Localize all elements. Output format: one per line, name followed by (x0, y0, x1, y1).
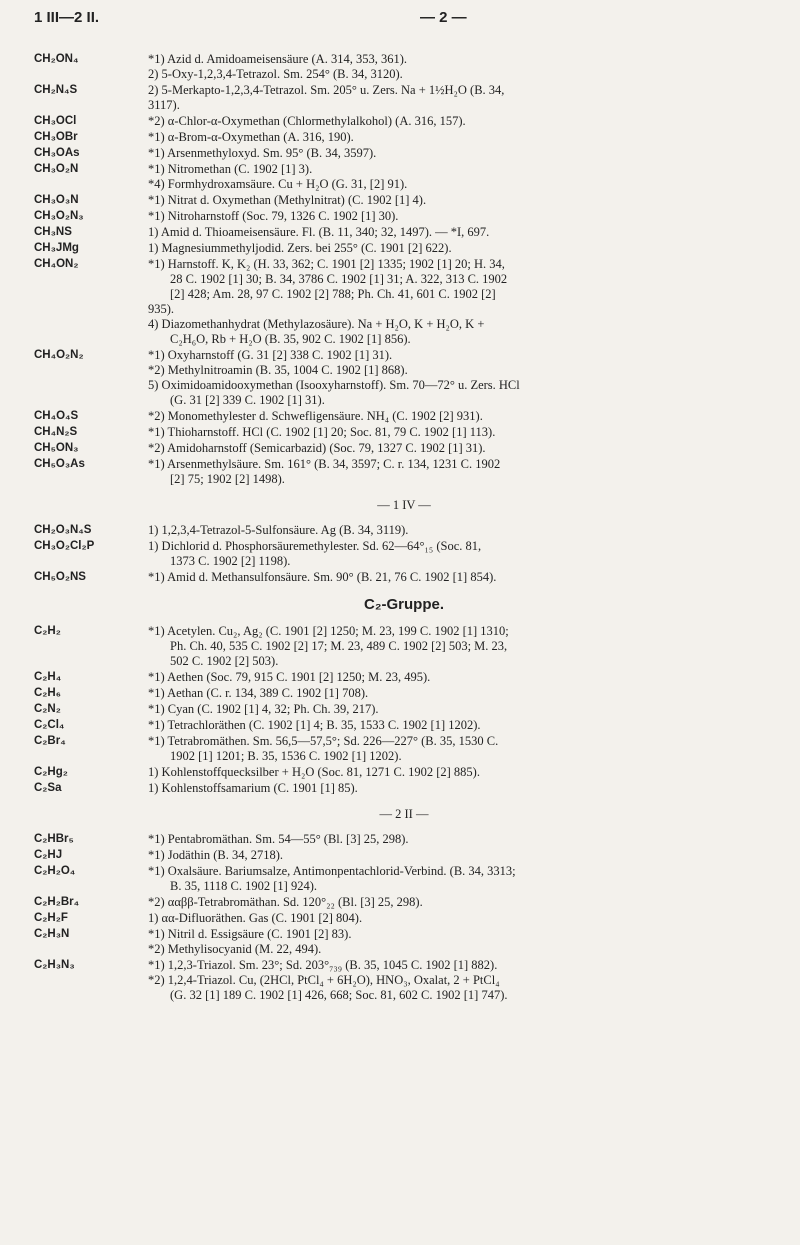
section-separator-1: — 1 IV — (377, 498, 431, 512)
entry-formula: C₂N₂ (34, 703, 61, 715)
index-entry (34, 225, 774, 240)
entry-formula: C₂H₄ (34, 671, 62, 683)
entry-lines (148, 52, 774, 82)
index-entry (34, 670, 774, 685)
index-entry (34, 686, 774, 701)
entry-formula: C₂H₂ (34, 625, 61, 637)
entry-formula: C₂H₂F (34, 912, 68, 924)
entry-line: 1) Kohlenstoffsamarium (C. 1901 [1] 85). (148, 781, 358, 795)
entry-formula: CH₄ON₂ (34, 258, 79, 270)
entry-formula: CH₃JMg (34, 242, 79, 254)
entry-formula: CH₃OCl (34, 115, 77, 127)
index-entry (34, 162, 774, 192)
entry-lines (148, 241, 774, 256)
entries-section-4 (34, 832, 774, 1003)
entry-line: *2) Methylnitroamin (B. 35, 1004 C. 1902 [1] 868). (148, 363, 408, 377)
index-entry (34, 457, 774, 487)
entry-lines (148, 457, 774, 487)
entry-lines (148, 927, 774, 957)
entry-formula: C₂HBr₅ (34, 833, 74, 845)
entry-formula: CH₄N₂S (34, 426, 78, 438)
entry-line: 1) Dichlorid d. Phosphorsäuremethylester. Sd. 62—64°₁₅ (Soc. 81, (148, 539, 482, 553)
entry-line: 3117). (148, 98, 180, 112)
entry-formula: C₂H₃N (34, 928, 70, 940)
entry-lines (148, 409, 774, 424)
entry-lines (148, 225, 774, 240)
entry-formula: CH₃O₂Cl₂P (34, 540, 95, 552)
page-header (34, 10, 764, 32)
entry-lines (148, 895, 774, 910)
page-section-label: 1 III—2 II. (34, 9, 100, 26)
entry-lines (148, 257, 774, 347)
entry-formula: CH₂O₃N₄S (34, 524, 92, 536)
entry-lines (148, 130, 774, 145)
entry-formula: C₂H₂O₄ (34, 865, 76, 877)
entry-line: 2) 5-Oxy-1,2,3,4-Tetrazol. Sm. 254° (B. 34, 3120). (148, 67, 403, 81)
entry-formula: CH₅O₂NS (34, 571, 86, 583)
entry-line: *1) Aethan (C. r. 134, 389 C. 1902 [1] 708). (148, 686, 369, 700)
entry-line: 2) 5-Merkapto-1,2,3,4-Tetrazol. Sm. 205° u. Zers. Na + 1½H₂O (B. 34, (148, 83, 505, 97)
index-entry (34, 911, 774, 926)
entry-lines (148, 686, 774, 701)
entry-formula: CH₃OAs (34, 147, 80, 159)
entry-formula: CH₃OBr (34, 131, 78, 143)
entry-lines (148, 193, 774, 208)
entry-line: [2] 75; 1902 [2] 1498). (170, 472, 285, 486)
entry-line: *1) Azid d. Amidoameisensäure (A. 314, 353, 361). (148, 52, 407, 66)
entry-lines (148, 162, 774, 192)
entry-line: 935). (148, 302, 175, 316)
entry-line: Ph. Ch. 40, 535 C. 1902 [2] 17; M. 23, 489 C. 1902 [2] 503; M. 23, (170, 639, 508, 653)
entry-formula: C₂Cl₄ (34, 719, 65, 731)
entries-section-1 (34, 52, 774, 487)
index-entry (34, 209, 774, 224)
entries-section-2 (34, 523, 774, 585)
index-entry (34, 832, 774, 847)
entry-line: 1373 C. 1902 [2] 1198). (170, 554, 291, 568)
index-entry (34, 570, 774, 585)
entry-line: *1) Tetrachloräthen (C. 1902 [1] 4; B. 35, 1533 C. 1902 [1] 1202). (148, 718, 481, 732)
entry-lines (148, 114, 774, 129)
entry-lines (148, 425, 774, 440)
entry-lines (148, 348, 774, 408)
index-entry (34, 193, 774, 208)
entries-section-3 (34, 624, 774, 796)
entry-line: *2) 1,2,4-Triazol. Cu, (2HCl, PtCl₄ + 6H₂O), HNO₃, Oxalat, 2 + PtCl₄ (148, 973, 500, 987)
index-entry (34, 864, 774, 894)
index-entry (34, 927, 774, 957)
group-title: C₂-Gruppe. (364, 596, 444, 613)
page-content (34, 52, 774, 1004)
index-entry (34, 523, 774, 538)
entry-lines (148, 911, 774, 926)
index-entry (34, 718, 774, 733)
entry-line: *1) Nitril d. Essigsäure (C. 1901 [2] 83). (148, 927, 352, 941)
entry-lines (148, 441, 774, 456)
entry-line: *1) Amid d. Methansulfonsäure. Sm. 90° (B. 21, 76 C. 1902 [1] 854). (148, 570, 497, 584)
index-entry (34, 895, 774, 910)
index-entry (34, 52, 774, 82)
entry-lines (148, 848, 774, 863)
entry-line: *1) Nitroharnstoff (Soc. 79, 1326 C. 1902 [1] 30). (148, 209, 399, 223)
index-entry (34, 624, 774, 669)
index-entry (34, 114, 774, 129)
entry-formula: CH₃NS (34, 226, 72, 238)
index-entry (34, 241, 774, 256)
entry-line: *4) Formhydroxamsäure. Cu + H₂O (G. 31, [2] 91). (148, 177, 408, 191)
entry-line: *1) Pentabromäthan. Sm. 54—55° (Bl. [3] 25, 298). (148, 832, 409, 846)
entry-line: 1902 [1] 1201; B. 35, 1536 C. 1902 [1] 1202). (170, 749, 402, 763)
entry-lines (148, 523, 774, 538)
entry-line: *1) Jodäthin (B. 34, 2718). (148, 848, 284, 862)
entry-formula: CH₅O₃As (34, 458, 85, 470)
entry-lines (148, 670, 774, 685)
entry-lines (148, 781, 774, 796)
entry-line: *2) Monomethylester d. Schwefligensäure. NH₄ (C. 1902 [2] 931). (148, 409, 483, 423)
entry-line: *2) ααββ-Tetrabromäthan. Sd. 120°₂₂ (Bl. [3] 25, 298). (148, 895, 423, 909)
entry-line: *1) α-Brom-α-Oxymethan (A. 316, 190). (148, 130, 354, 144)
entry-line: *2) Methylisocyanid (M. 22, 494). (148, 942, 322, 956)
entry-line: *1) Harnstoff. K, K₂ (H. 33, 362; C. 1901 [2] 1335; 1902 [1] 20; H. 34, (148, 257, 505, 271)
entry-line: *1) Oxalsäure. Bariumsalze, Antimonpentachlorid-Verbind. (B. 34, 3313; (148, 864, 516, 878)
index-entry (34, 734, 774, 764)
index-entry (34, 83, 774, 113)
entry-line: 1) Kohlenstoffquecksilber + H₂O (Soc. 81, 1271 C. 1902 [2] 885). (148, 765, 480, 779)
entry-lines (148, 146, 774, 161)
entry-line: 28 C. 1902 [1] 30; B. 34, 3786 C. 1902 [1] 31; A. 322, 313 C. 1902 (170, 272, 508, 286)
entry-line: 5) Oximidoamidooxymethan (Isooxyharnstoff). Sm. 70—72° u. Zers. HCl (148, 378, 520, 392)
entry-line: (G. 32 [1] 189 C. 1902 [1] 426, 668; Soc. 81, 602 C. 1902 [1] 747). (170, 988, 508, 1002)
entry-formula: C₂Sa (34, 782, 62, 794)
index-entry (34, 409, 774, 424)
index-entry (34, 425, 774, 440)
entry-line: *1) Cyan (C. 1902 [1] 4, 32; Ph. Ch. 39, 217). (148, 702, 379, 716)
entry-formula: CH₃O₃N (34, 194, 79, 206)
entry-line: [2] 428; Am. 28, 97 C. 1902 [2] 788; Ph. Ch. 41, 601 C. 1902 [2] (170, 287, 496, 301)
entry-lines (148, 864, 774, 894)
index-entry (34, 146, 774, 161)
index-entry (34, 848, 774, 863)
entry-formula: CH₂ON₄ (34, 53, 79, 65)
entry-formula: C₂Br₄ (34, 735, 66, 747)
entry-line: *1) Nitrat d. Oxymethan (Methylnitrat) (C. 1902 [1] 4). (148, 193, 427, 207)
entry-lines (148, 958, 774, 1003)
entry-line: *1) Nitromethan (C. 1902 [1] 3). (148, 162, 313, 176)
entry-line: 1) Magnesiummethyljodid. Zers. bei 255° (C. 1901 [2] 622). (148, 241, 452, 255)
entry-line: *1) Arsenmethylsäure. Sm. 161° (B. 34, 3597; C. r. 134, 1231 C. 1902 (148, 457, 501, 471)
entry-line: *1) Acetylen. Cu₂, Ag₂ (C. 1901 [2] 1250; M. 23, 199 C. 1902 [1] 1310; (148, 624, 509, 638)
entry-line: *2) α-Chlor-α-Oxymethan (Chlormethylalkohol) (A. 316, 157). (148, 114, 466, 128)
entry-lines (148, 832, 774, 847)
entry-formula: CH₄O₄S (34, 410, 79, 422)
index-entry (34, 765, 774, 780)
entry-line: *1) 1,2,3-Triazol. Sm. 23°; Sd. 203°₇₃₉ (B. 35, 1045 C. 1902 [1] 882). (148, 958, 498, 972)
entry-formula: C₂H₂Br₄ (34, 896, 80, 908)
entry-lines (148, 734, 774, 764)
section-separator-2: — 2 II — (379, 807, 429, 821)
entry-line: 1) Amid d. Thioameisensäure. Fl. (B. 11, 340; 32, 1497). — *I, 697. (148, 225, 490, 239)
entry-lines (148, 765, 774, 780)
index-entry (34, 441, 774, 456)
index-entry (34, 130, 774, 145)
entry-formula: CH₂N₄S (34, 84, 78, 96)
entry-line: *1) Oxyharnstoff (G. 31 [2] 338 C. 1902 [1] 31). (148, 348, 393, 362)
entry-lines (148, 83, 774, 113)
entry-lines (148, 539, 774, 569)
entry-line: *1) Aethen (Soc. 79, 915 C. 1901 [2] 1250; M. 23, 495). (148, 670, 431, 684)
index-entry (34, 348, 774, 408)
entry-formula: C₂H₃N₃ (34, 959, 75, 971)
entry-line: B. 35, 1118 C. 1902 [1] 924). (170, 879, 317, 893)
index-entry (34, 958, 774, 1003)
entry-line: 502 C. 1902 [2] 503). (170, 654, 279, 668)
entry-formula: CH₄O₂N₂ (34, 349, 84, 361)
entry-lines (148, 702, 774, 717)
entry-line: *1) Arsenmethyloxyd. Sm. 95° (B. 34, 3597). (148, 146, 377, 160)
entry-line: 1) αα-Difluoräthen. Gas (C. 1901 [2] 804). (148, 911, 363, 925)
entry-lines (148, 718, 774, 733)
entry-lines (148, 209, 774, 224)
entry-line: *1) Thioharnstoff. HCl (C. 1902 [1] 20; Soc. 81, 79 C. 1902 [1] 113). (148, 425, 496, 439)
index-entry (34, 702, 774, 717)
entry-lines (148, 570, 774, 585)
entry-formula: CH₃O₂N₃ (34, 210, 84, 222)
entry-formula: C₂Hg₂ (34, 766, 68, 778)
entry-formula: C₂HJ (34, 849, 63, 861)
entry-line: (G. 31 [2] 339 C. 1902 [1] 31). (170, 393, 325, 407)
entry-formula: CH₅ON₃ (34, 442, 79, 454)
index-entry (34, 539, 774, 569)
entry-formula: C₂H₆ (34, 687, 61, 699)
entry-line: *2) Amidoharnstoff (Semicarbazid) (Soc. 79, 1327 C. 1902 [1] 31). (148, 441, 486, 455)
page-number: — 2 — (420, 9, 467, 26)
entry-line: C₂H₆O, Rb + H₂O (B. 35, 902 C. 1902 [1] 856). (170, 332, 411, 346)
index-entry (34, 257, 774, 347)
entry-line: 4) Diazomethanhydrat (Methylazosäure). Na + H₂O, K + H₂O, K + (148, 317, 485, 331)
entry-lines (148, 624, 774, 669)
entry-line: *1) Tetrabromäthen. Sm. 56,5—57,5°; Sd. 226—227° (B. 35, 1530 C. (148, 734, 499, 748)
entry-formula: CH₃O₂N (34, 163, 79, 175)
entry-line: 1) 1,2,3,4-Tetrazol-5-Sulfonsäure. Ag (B. 34, 3119). (148, 523, 409, 537)
index-entry (34, 781, 774, 796)
